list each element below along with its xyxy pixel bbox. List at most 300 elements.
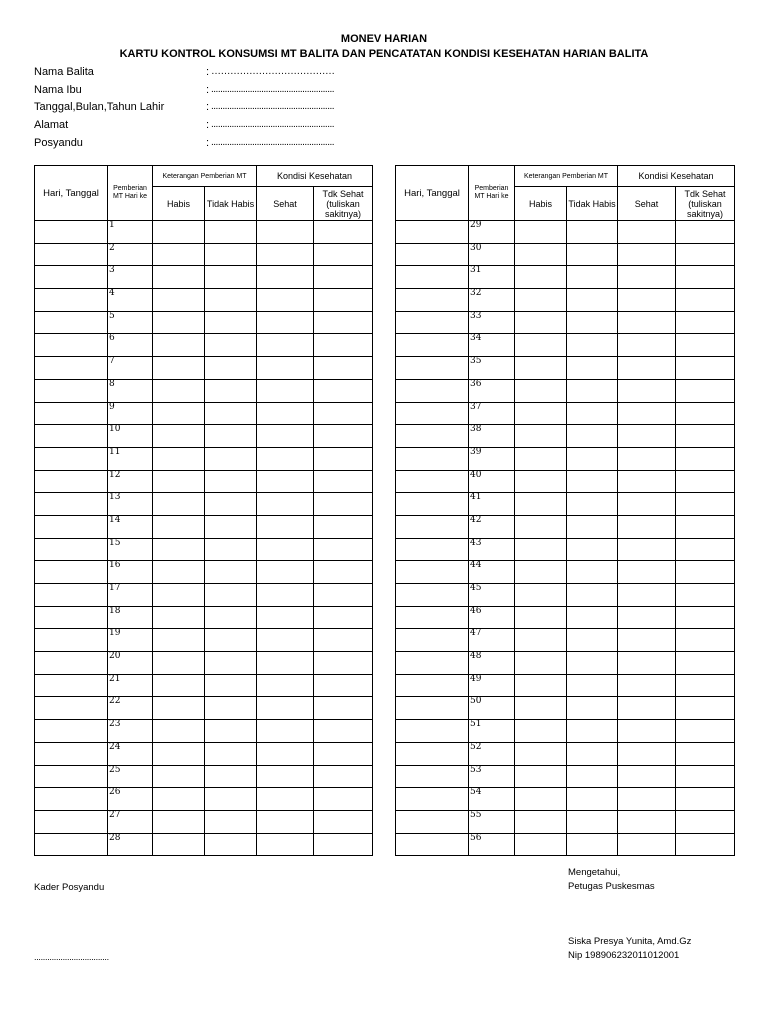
cell-habis[interactable] bbox=[153, 334, 205, 357]
cell-sehat[interactable] bbox=[618, 788, 676, 811]
cell-tidak-habis[interactable] bbox=[205, 833, 257, 856]
cell-tdk-sehat[interactable] bbox=[314, 402, 373, 425]
cell-tdk-sehat[interactable] bbox=[314, 243, 373, 266]
cell-hari-tanggal[interactable] bbox=[396, 674, 469, 697]
cell-hari-tanggal[interactable] bbox=[396, 447, 469, 470]
cell-habis[interactable] bbox=[153, 629, 205, 652]
cell-habis[interactable] bbox=[515, 584, 567, 607]
cell-sehat[interactable] bbox=[618, 652, 676, 675]
cell-tidak-habis[interactable] bbox=[205, 357, 257, 380]
cell-habis[interactable] bbox=[153, 765, 205, 788]
cell-hari-ke: 12 bbox=[108, 470, 153, 493]
cell-habis[interactable] bbox=[515, 357, 567, 380]
cell-tidak-habis[interactable] bbox=[567, 493, 618, 516]
cell-tidak-habis[interactable] bbox=[205, 379, 257, 402]
cell-hari-tanggal[interactable] bbox=[35, 289, 108, 312]
cell-hari-tanggal[interactable] bbox=[396, 538, 469, 561]
cell-tdk-sehat[interactable] bbox=[676, 629, 735, 652]
cell-sehat[interactable] bbox=[618, 266, 676, 289]
cell-sehat[interactable] bbox=[257, 720, 314, 743]
cell-tidak-habis[interactable] bbox=[567, 810, 618, 833]
cell-sehat[interactable] bbox=[257, 561, 314, 584]
info-fill-line[interactable]: ...................................................... bbox=[211, 84, 335, 95]
cell-tdk-sehat[interactable] bbox=[676, 311, 735, 334]
cell-tdk-sehat[interactable] bbox=[314, 334, 373, 357]
cell-hari-tanggal[interactable] bbox=[35, 311, 108, 334]
cell-habis[interactable] bbox=[515, 720, 567, 743]
cell-hari-tanggal[interactable] bbox=[35, 357, 108, 380]
cell-hari-ke: 48 bbox=[469, 652, 515, 675]
cell-sehat[interactable] bbox=[257, 447, 314, 470]
cell-sehat[interactable] bbox=[257, 266, 314, 289]
cell-tidak-habis[interactable] bbox=[205, 221, 257, 244]
cell-habis[interactable] bbox=[515, 561, 567, 584]
cell-tdk-sehat[interactable] bbox=[314, 810, 373, 833]
cell-hari-tanggal[interactable] bbox=[396, 584, 469, 607]
cell-tdk-sehat[interactable] bbox=[314, 379, 373, 402]
cell-habis[interactable] bbox=[153, 652, 205, 675]
cell-sehat[interactable] bbox=[618, 379, 676, 402]
cell-tdk-sehat[interactable] bbox=[314, 311, 373, 334]
cell-tidak-habis[interactable] bbox=[205, 470, 257, 493]
cell-tdk-sehat[interactable] bbox=[676, 674, 735, 697]
cell-sehat[interactable] bbox=[257, 470, 314, 493]
cell-hari-tanggal[interactable] bbox=[396, 289, 469, 312]
cell-tdk-sehat[interactable] bbox=[314, 765, 373, 788]
header-pemberian-mt: Pemberian MT Hari ke bbox=[108, 166, 153, 221]
cell-tidak-habis[interactable] bbox=[567, 765, 618, 788]
cell-tidak-habis[interactable] bbox=[567, 538, 618, 561]
cell-hari-tanggal[interactable] bbox=[35, 402, 108, 425]
cell-hari-tanggal[interactable] bbox=[35, 606, 108, 629]
cell-hari-ke: 5 bbox=[108, 311, 153, 334]
cell-tidak-habis[interactable] bbox=[567, 561, 618, 584]
cell-hari-tanggal[interactable] bbox=[35, 674, 108, 697]
cell-hari-tanggal[interactable] bbox=[396, 720, 469, 743]
cell-habis[interactable] bbox=[153, 515, 205, 538]
cell-sehat[interactable] bbox=[618, 357, 676, 380]
cell-habis[interactable] bbox=[153, 470, 205, 493]
cell-sehat[interactable] bbox=[257, 538, 314, 561]
cell-sehat[interactable] bbox=[618, 584, 676, 607]
cell-hari-tanggal[interactable] bbox=[35, 515, 108, 538]
cell-tdk-sehat[interactable] bbox=[676, 538, 735, 561]
cell-hari-tanggal[interactable] bbox=[396, 425, 469, 448]
cell-hari-tanggal[interactable] bbox=[35, 652, 108, 675]
cell-habis[interactable] bbox=[153, 493, 205, 516]
cell-tidak-habis[interactable] bbox=[205, 515, 257, 538]
cell-hari-tanggal[interactable] bbox=[35, 720, 108, 743]
cell-habis[interactable] bbox=[153, 606, 205, 629]
cell-hari-tanggal[interactable] bbox=[35, 221, 108, 244]
table-body-left bbox=[35, 221, 373, 856]
cell-tdk-sehat[interactable] bbox=[676, 493, 735, 516]
cell-sehat[interactable] bbox=[257, 652, 314, 675]
cell-tidak-habis[interactable] bbox=[567, 470, 618, 493]
cell-sehat[interactable] bbox=[257, 584, 314, 607]
cell-tdk-sehat[interactable] bbox=[676, 289, 735, 312]
cell-habis[interactable] bbox=[515, 243, 567, 266]
cell-habis[interactable] bbox=[515, 833, 567, 856]
cell-sehat[interactable] bbox=[257, 402, 314, 425]
cell-sehat[interactable] bbox=[618, 765, 676, 788]
cell-hari-tanggal[interactable] bbox=[396, 266, 469, 289]
cell-tdk-sehat[interactable] bbox=[314, 697, 373, 720]
cell-hari-tanggal[interactable] bbox=[396, 221, 469, 244]
cell-tidak-habis[interactable] bbox=[205, 425, 257, 448]
cell-habis[interactable] bbox=[153, 221, 205, 244]
cell-habis[interactable] bbox=[153, 379, 205, 402]
table-row bbox=[396, 720, 735, 743]
cell-sehat[interactable] bbox=[618, 629, 676, 652]
cell-hari-tanggal[interactable] bbox=[35, 538, 108, 561]
cell-hari-tanggal[interactable] bbox=[396, 765, 469, 788]
cell-habis[interactable] bbox=[153, 584, 205, 607]
cell-hari-tanggal[interactable] bbox=[35, 470, 108, 493]
cell-tidak-habis[interactable] bbox=[205, 243, 257, 266]
cell-sehat[interactable] bbox=[257, 243, 314, 266]
cell-tdk-sehat[interactable] bbox=[314, 447, 373, 470]
cell-habis[interactable] bbox=[153, 538, 205, 561]
cell-habis[interactable] bbox=[153, 833, 205, 856]
cell-tdk-sehat[interactable] bbox=[676, 470, 735, 493]
cell-tidak-habis[interactable] bbox=[567, 311, 618, 334]
cell-hari-tanggal[interactable] bbox=[396, 561, 469, 584]
cell-habis[interactable] bbox=[153, 311, 205, 334]
cell-habis[interactable] bbox=[515, 221, 567, 244]
cell-habis[interactable] bbox=[515, 289, 567, 312]
cell-habis[interactable] bbox=[153, 742, 205, 765]
cell-habis[interactable] bbox=[515, 810, 567, 833]
cell-tidak-habis[interactable] bbox=[205, 697, 257, 720]
cell-sehat[interactable] bbox=[618, 447, 676, 470]
cell-tidak-habis[interactable] bbox=[205, 720, 257, 743]
cell-hari-tanggal[interactable] bbox=[35, 810, 108, 833]
cell-tidak-habis[interactable] bbox=[205, 652, 257, 675]
cell-tdk-sehat[interactable] bbox=[676, 606, 735, 629]
cell-habis[interactable] bbox=[153, 674, 205, 697]
cell-tidak-habis[interactable] bbox=[567, 788, 618, 811]
cell-hari-tanggal[interactable] bbox=[396, 810, 469, 833]
cell-tdk-sehat[interactable] bbox=[314, 289, 373, 312]
cell-hari-ke: 29 bbox=[469, 221, 515, 244]
cell-tidak-habis[interactable] bbox=[567, 379, 618, 402]
cell-hari-tanggal[interactable] bbox=[396, 402, 469, 425]
cell-sehat[interactable] bbox=[257, 629, 314, 652]
cell-hari-ke: 6 bbox=[108, 334, 153, 357]
cell-tdk-sehat[interactable] bbox=[676, 357, 735, 380]
cell-habis[interactable] bbox=[153, 266, 205, 289]
cell-tidak-habis[interactable] bbox=[567, 425, 618, 448]
cell-sehat[interactable] bbox=[618, 742, 676, 765]
cell-tdk-sehat[interactable] bbox=[314, 606, 373, 629]
cell-sehat[interactable] bbox=[257, 765, 314, 788]
cell-sehat[interactable] bbox=[618, 425, 676, 448]
cell-sehat[interactable] bbox=[257, 334, 314, 357]
cell-hari-tanggal[interactable] bbox=[396, 606, 469, 629]
cell-habis[interactable] bbox=[515, 379, 567, 402]
cell-tdk-sehat[interactable] bbox=[676, 584, 735, 607]
cell-tidak-habis[interactable] bbox=[567, 742, 618, 765]
cell-tdk-sehat[interactable] bbox=[676, 697, 735, 720]
cell-habis[interactable] bbox=[515, 788, 567, 811]
cell-tdk-sehat[interactable] bbox=[676, 447, 735, 470]
cell-hari-tanggal[interactable] bbox=[396, 742, 469, 765]
cell-sehat[interactable] bbox=[618, 606, 676, 629]
cell-sehat[interactable] bbox=[618, 334, 676, 357]
cell-tidak-habis[interactable] bbox=[567, 606, 618, 629]
cell-sehat[interactable] bbox=[257, 697, 314, 720]
cell-hari-ke: 35 bbox=[469, 357, 515, 380]
cell-habis[interactable] bbox=[515, 674, 567, 697]
cell-tidak-habis[interactable] bbox=[567, 289, 618, 312]
cell-tdk-sehat[interactable] bbox=[314, 538, 373, 561]
cell-tdk-sehat[interactable] bbox=[314, 629, 373, 652]
info-fill-line[interactable]: ...................................................... bbox=[211, 137, 335, 148]
cell-tdk-sehat[interactable] bbox=[314, 425, 373, 448]
cell-habis[interactable] bbox=[515, 765, 567, 788]
cell-tidak-habis[interactable] bbox=[567, 833, 618, 856]
cell-hari-tanggal[interactable] bbox=[35, 584, 108, 607]
cell-habis[interactable] bbox=[153, 788, 205, 811]
cell-tdk-sehat[interactable] bbox=[314, 584, 373, 607]
cell-tidak-habis[interactable] bbox=[567, 243, 618, 266]
cell-sehat[interactable] bbox=[257, 833, 314, 856]
header-tidak-habis: Tidak Habis bbox=[205, 187, 257, 221]
cell-hari-tanggal[interactable] bbox=[396, 334, 469, 357]
cell-tdk-sehat[interactable] bbox=[314, 833, 373, 856]
cell-hari-tanggal[interactable] bbox=[35, 425, 108, 448]
cell-tdk-sehat[interactable] bbox=[676, 765, 735, 788]
cell-tdk-sehat[interactable] bbox=[676, 788, 735, 811]
cell-tidak-habis[interactable] bbox=[205, 606, 257, 629]
cell-sehat[interactable] bbox=[618, 470, 676, 493]
cell-hari-tanggal[interactable] bbox=[396, 311, 469, 334]
cell-tdk-sehat[interactable] bbox=[676, 742, 735, 765]
cell-tidak-habis[interactable] bbox=[567, 652, 618, 675]
cell-tdk-sehat[interactable] bbox=[676, 515, 735, 538]
cell-habis[interactable] bbox=[153, 697, 205, 720]
cell-hari-tanggal[interactable] bbox=[35, 697, 108, 720]
cell-sehat[interactable] bbox=[618, 833, 676, 856]
cell-sehat[interactable] bbox=[257, 810, 314, 833]
cell-tidak-habis[interactable] bbox=[567, 584, 618, 607]
cell-sehat[interactable] bbox=[257, 674, 314, 697]
cell-tidak-habis[interactable] bbox=[567, 334, 618, 357]
cell-tdk-sehat[interactable] bbox=[676, 334, 735, 357]
cell-tidak-habis[interactable] bbox=[205, 311, 257, 334]
cell-hari-ke: 37 bbox=[469, 402, 515, 425]
cell-hari-tanggal[interactable] bbox=[396, 243, 469, 266]
cell-tidak-habis[interactable] bbox=[205, 674, 257, 697]
cell-tidak-habis[interactable] bbox=[567, 515, 618, 538]
cell-tdk-sehat[interactable] bbox=[676, 425, 735, 448]
cell-habis[interactable] bbox=[515, 447, 567, 470]
cell-hari-tanggal[interactable] bbox=[396, 379, 469, 402]
cell-hari-tanggal[interactable] bbox=[396, 357, 469, 380]
cell-tidak-habis[interactable] bbox=[567, 720, 618, 743]
cell-tdk-sehat[interactable] bbox=[314, 221, 373, 244]
cell-hari-tanggal[interactable] bbox=[396, 697, 469, 720]
cell-sehat[interactable] bbox=[618, 515, 676, 538]
cell-hari-ke: 10 bbox=[108, 425, 153, 448]
cell-sehat[interactable] bbox=[257, 515, 314, 538]
cell-habis[interactable] bbox=[515, 742, 567, 765]
cell-tidak-habis[interactable] bbox=[567, 674, 618, 697]
cell-tidak-habis[interactable] bbox=[567, 357, 618, 380]
cell-sehat[interactable] bbox=[257, 742, 314, 765]
cell-habis[interactable] bbox=[515, 538, 567, 561]
cell-tdk-sehat[interactable] bbox=[314, 720, 373, 743]
cell-tidak-habis[interactable] bbox=[205, 584, 257, 607]
cell-habis[interactable] bbox=[515, 606, 567, 629]
cell-habis[interactable] bbox=[515, 311, 567, 334]
cell-tdk-sehat[interactable] bbox=[314, 788, 373, 811]
cell-hari-tanggal[interactable] bbox=[35, 379, 108, 402]
cell-tidak-habis[interactable] bbox=[205, 402, 257, 425]
cell-tidak-habis[interactable] bbox=[205, 742, 257, 765]
cell-tdk-sehat[interactable] bbox=[676, 720, 735, 743]
cell-habis[interactable] bbox=[153, 810, 205, 833]
cell-tidak-habis[interactable] bbox=[567, 447, 618, 470]
cell-tdk-sehat[interactable] bbox=[314, 357, 373, 380]
cell-habis[interactable] bbox=[515, 334, 567, 357]
table-row bbox=[35, 674, 373, 697]
cell-hari-tanggal[interactable] bbox=[396, 652, 469, 675]
cell-sehat[interactable] bbox=[618, 221, 676, 244]
cell-habis[interactable] bbox=[153, 720, 205, 743]
cell-hari-tanggal[interactable] bbox=[35, 243, 108, 266]
cell-hari-tanggal[interactable] bbox=[396, 788, 469, 811]
cell-hari-tanggal[interactable] bbox=[35, 765, 108, 788]
cell-tdk-sehat[interactable] bbox=[676, 652, 735, 675]
cell-sehat[interactable] bbox=[618, 402, 676, 425]
cell-tdk-sehat[interactable] bbox=[314, 742, 373, 765]
cell-tdk-sehat[interactable] bbox=[314, 674, 373, 697]
cell-hari-tanggal[interactable] bbox=[396, 493, 469, 516]
cell-hari-tanggal[interactable] bbox=[35, 833, 108, 856]
cell-tidak-habis[interactable] bbox=[567, 266, 618, 289]
cell-tidak-habis[interactable] bbox=[205, 810, 257, 833]
cell-habis[interactable] bbox=[153, 243, 205, 266]
cell-hari-tanggal[interactable] bbox=[35, 334, 108, 357]
cell-hari-tanggal[interactable] bbox=[396, 629, 469, 652]
header-habis: Habis bbox=[515, 187, 567, 221]
cell-habis[interactable] bbox=[515, 402, 567, 425]
cell-tdk-sehat[interactable] bbox=[314, 266, 373, 289]
cell-sehat[interactable] bbox=[257, 221, 314, 244]
cell-hari-tanggal[interactable] bbox=[35, 447, 108, 470]
cell-tidak-habis[interactable] bbox=[205, 629, 257, 652]
cell-hari-tanggal[interactable] bbox=[35, 629, 108, 652]
cell-hari-tanggal[interactable] bbox=[35, 788, 108, 811]
cell-sehat[interactable] bbox=[618, 243, 676, 266]
cell-hari-tanggal[interactable] bbox=[35, 266, 108, 289]
cell-habis[interactable] bbox=[153, 425, 205, 448]
cell-hari-tanggal[interactable] bbox=[396, 833, 469, 856]
cell-tdk-sehat[interactable] bbox=[314, 493, 373, 516]
cell-sehat[interactable] bbox=[618, 810, 676, 833]
cell-habis[interactable] bbox=[515, 515, 567, 538]
cell-hari-tanggal[interactable] bbox=[35, 742, 108, 765]
cell-hari-tanggal[interactable] bbox=[35, 493, 108, 516]
table-row bbox=[35, 720, 373, 743]
cell-hari-tanggal[interactable] bbox=[35, 561, 108, 584]
cell-sehat[interactable] bbox=[257, 606, 314, 629]
cell-sehat[interactable] bbox=[257, 379, 314, 402]
cell-tidak-habis[interactable] bbox=[205, 334, 257, 357]
cell-habis[interactable] bbox=[153, 561, 205, 584]
cell-tdk-sehat[interactable] bbox=[676, 833, 735, 856]
cell-tdk-sehat[interactable] bbox=[314, 652, 373, 675]
cell-tidak-habis[interactable] bbox=[205, 538, 257, 561]
cell-tdk-sehat[interactable] bbox=[676, 402, 735, 425]
cell-sehat[interactable] bbox=[257, 357, 314, 380]
cell-habis[interactable] bbox=[515, 629, 567, 652]
cell-sehat[interactable] bbox=[257, 788, 314, 811]
cell-habis[interactable] bbox=[153, 402, 205, 425]
cell-tidak-habis[interactable] bbox=[205, 493, 257, 516]
cell-tidak-habis[interactable] bbox=[567, 221, 618, 244]
cell-tdk-sehat[interactable] bbox=[676, 266, 735, 289]
info-fill-line[interactable]: ...................................................... bbox=[211, 101, 335, 112]
cell-tidak-habis[interactable] bbox=[567, 402, 618, 425]
cell-tidak-habis[interactable] bbox=[205, 289, 257, 312]
cell-habis[interactable] bbox=[515, 266, 567, 289]
cell-tdk-sehat[interactable] bbox=[676, 221, 735, 244]
cell-sehat[interactable] bbox=[618, 674, 676, 697]
cell-sehat[interactable] bbox=[618, 538, 676, 561]
cell-habis[interactable] bbox=[153, 289, 205, 312]
cell-habis[interactable] bbox=[515, 425, 567, 448]
cell-habis[interactable] bbox=[515, 493, 567, 516]
info-fill-line[interactable]: ………………………………… bbox=[211, 66, 335, 77]
cell-sehat[interactable] bbox=[618, 289, 676, 312]
cell-tidak-habis[interactable] bbox=[205, 788, 257, 811]
cell-habis[interactable] bbox=[153, 357, 205, 380]
cell-tidak-habis[interactable] bbox=[205, 266, 257, 289]
cell-tidak-habis[interactable] bbox=[205, 447, 257, 470]
cell-tidak-habis[interactable] bbox=[567, 629, 618, 652]
cell-sehat[interactable] bbox=[618, 720, 676, 743]
cell-hari-tanggal[interactable] bbox=[396, 470, 469, 493]
cell-tdk-sehat[interactable] bbox=[676, 379, 735, 402]
cell-tdk-sehat[interactable] bbox=[314, 470, 373, 493]
cell-sehat[interactable] bbox=[618, 697, 676, 720]
cell-habis[interactable] bbox=[515, 652, 567, 675]
cell-tdk-sehat[interactable] bbox=[314, 515, 373, 538]
cell-tidak-habis[interactable] bbox=[205, 765, 257, 788]
cell-sehat[interactable] bbox=[257, 311, 314, 334]
cell-sehat[interactable] bbox=[257, 425, 314, 448]
info-fill-line[interactable]: ...................................................... bbox=[211, 119, 335, 130]
cell-tidak-habis[interactable] bbox=[205, 561, 257, 584]
cell-tdk-sehat[interactable] bbox=[676, 243, 735, 266]
cell-habis[interactable] bbox=[515, 470, 567, 493]
cell-hari-tanggal[interactable] bbox=[396, 515, 469, 538]
cell-sehat[interactable] bbox=[257, 289, 314, 312]
cell-sehat[interactable] bbox=[257, 493, 314, 516]
cell-tidak-habis[interactable] bbox=[567, 697, 618, 720]
cell-sehat[interactable] bbox=[618, 311, 676, 334]
cell-tdk-sehat[interactable] bbox=[314, 561, 373, 584]
cell-tdk-sehat[interactable] bbox=[676, 810, 735, 833]
cell-habis[interactable] bbox=[515, 697, 567, 720]
cell-sehat[interactable] bbox=[618, 561, 676, 584]
cell-sehat[interactable] bbox=[618, 493, 676, 516]
cell-habis[interactable] bbox=[153, 447, 205, 470]
cell-tdk-sehat[interactable] bbox=[676, 561, 735, 584]
